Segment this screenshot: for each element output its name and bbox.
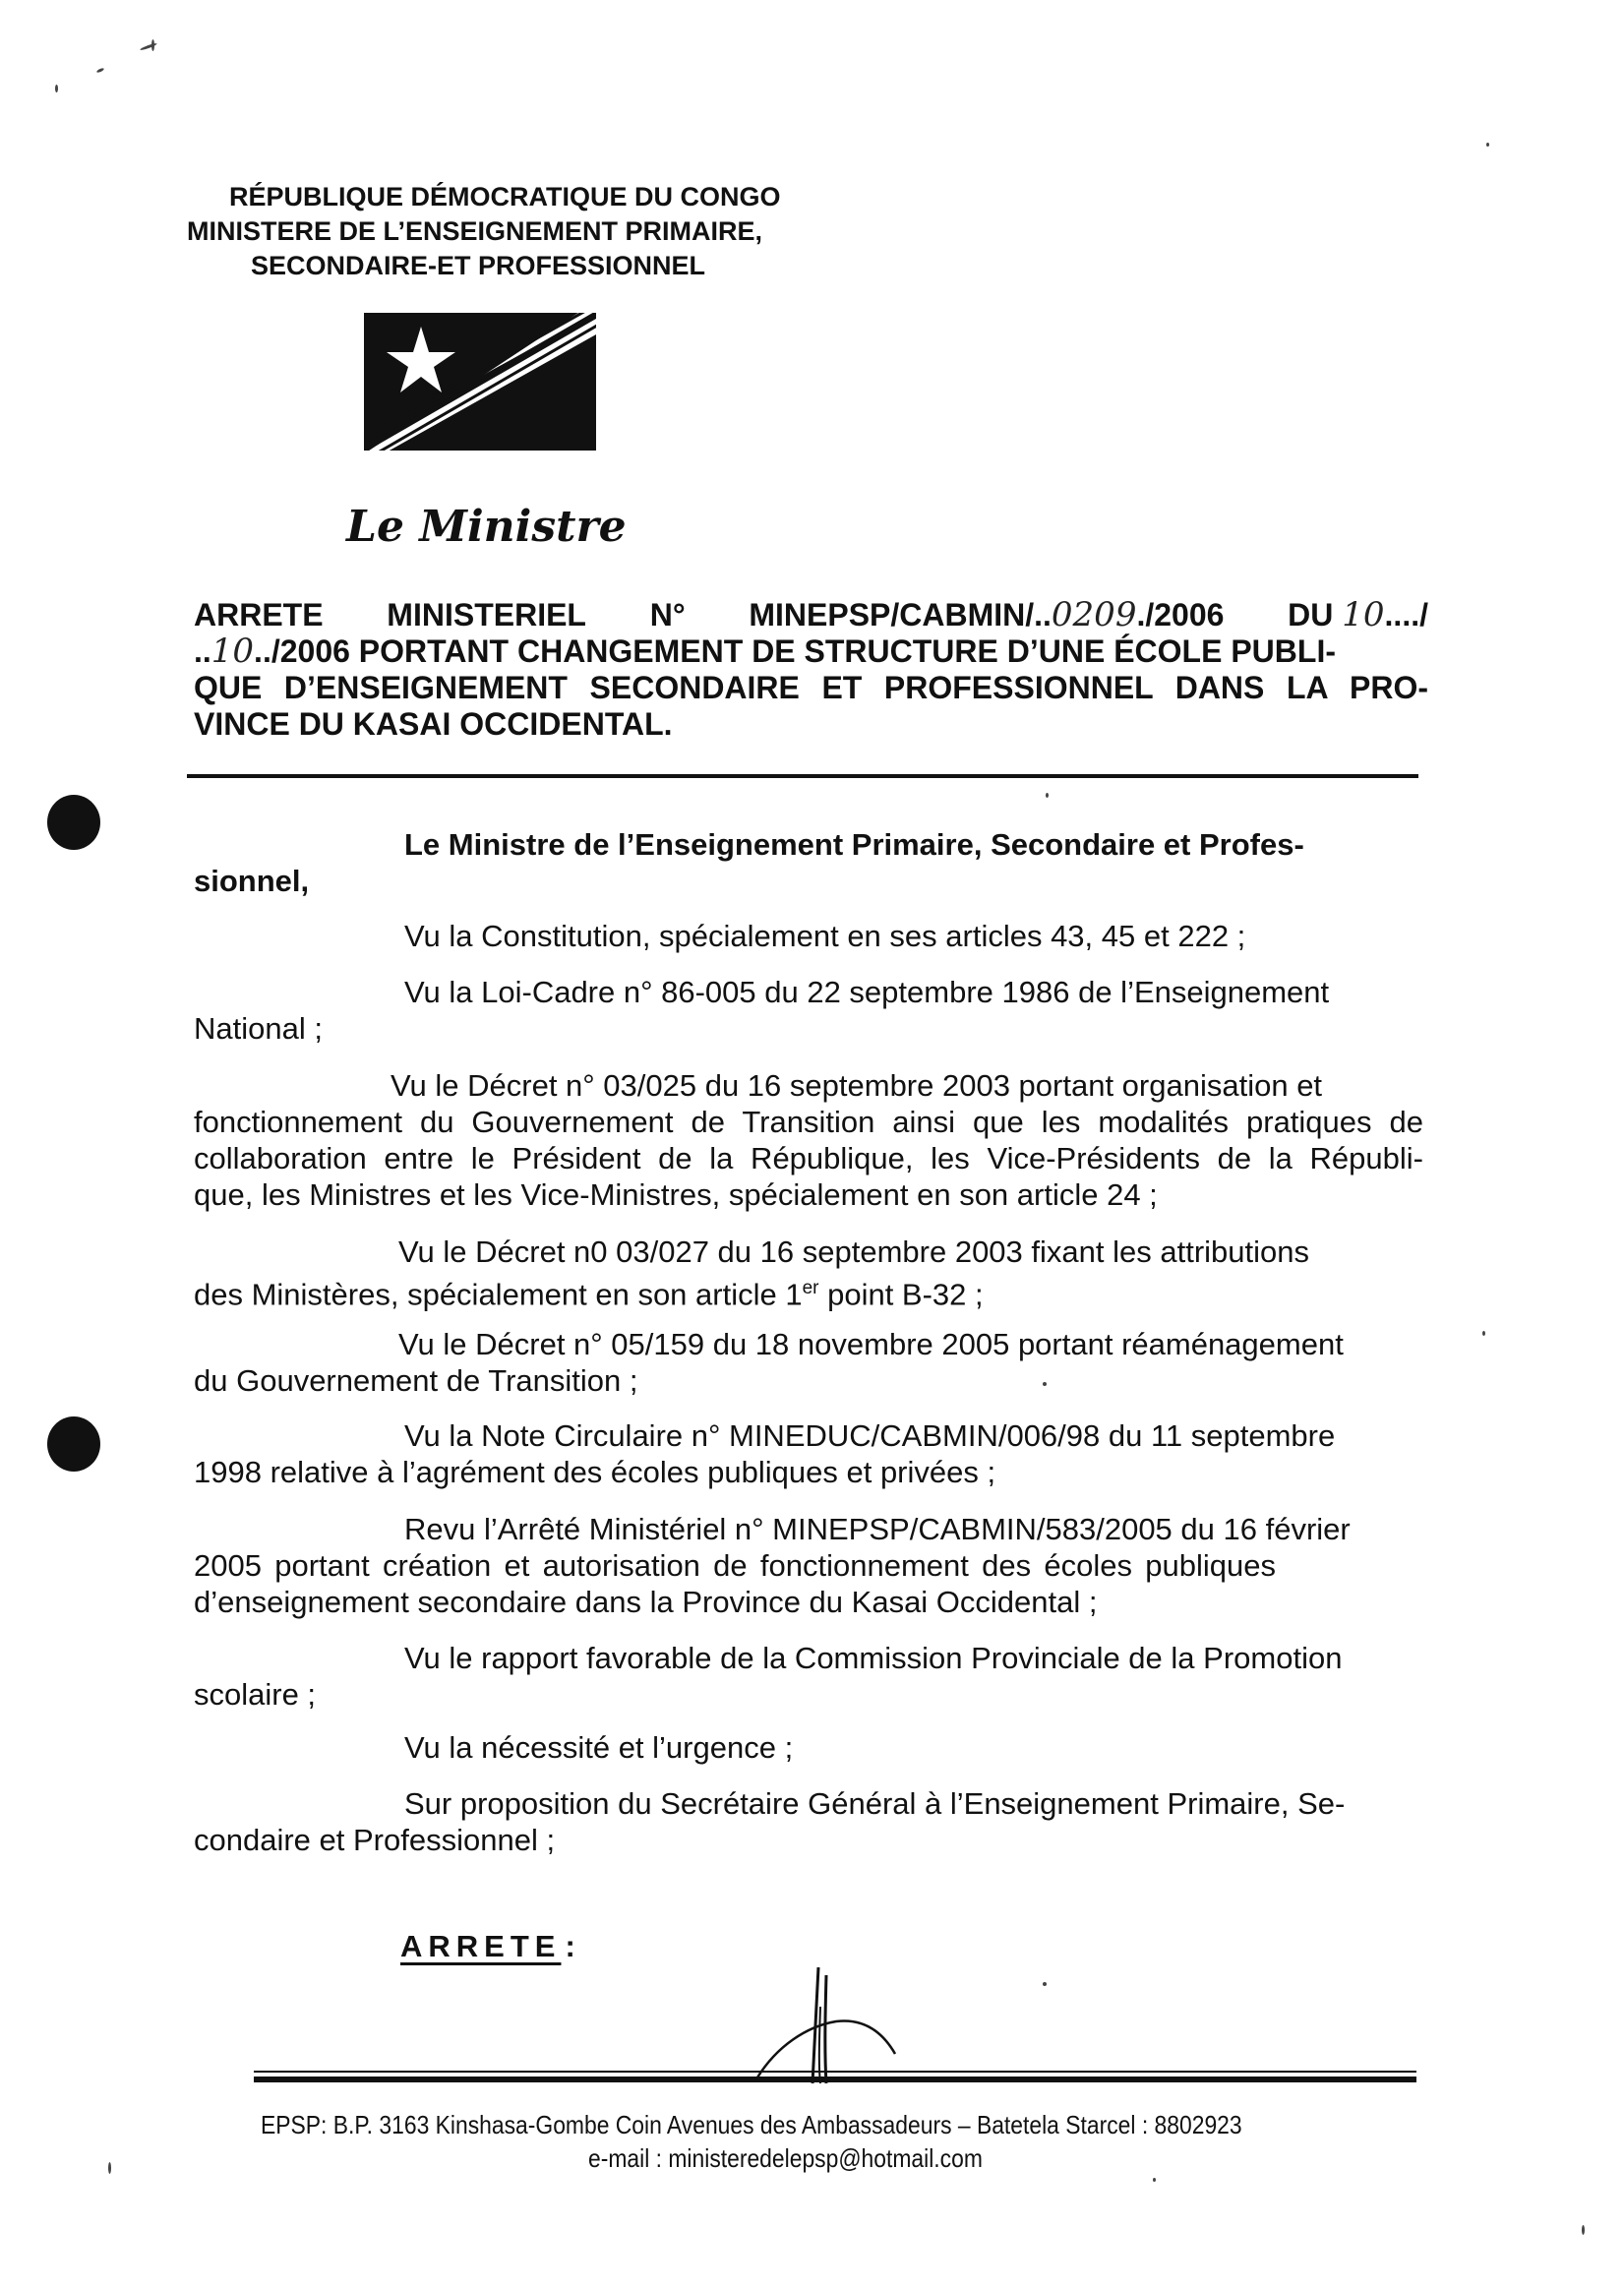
- revu-arrete-l2: 2005 portant création et autorisation de fonctionnement des écoles publiques: [194, 1548, 1276, 1583]
- scan-speck: [96, 67, 105, 73]
- visa-decret-027-text: des Ministères, spécialement en son article 1: [194, 1277, 803, 1312]
- header-ministry-2: SECONDAIRE-ET PROFESSIONNEL: [251, 251, 706, 280]
- arrete-heading-colon: :: [565, 1929, 575, 1963]
- scan-speck: [1046, 793, 1049, 798]
- scan-speck: [140, 42, 157, 51]
- footer-address: EPSP: B.P. 3163 Kinshasa-Gombe Coin Avenues des Ambassadeurs – Batetela Starcel : 8802923: [261, 2110, 1242, 2139]
- footer-email: e-mail : ministeredelepsp@hotmail.com: [588, 2143, 983, 2173]
- title-word: N°: [649, 597, 686, 632]
- handwritten-day: 10: [1342, 595, 1385, 634]
- title-reference: [749, 597, 1224, 633]
- visa-decret-025: Vu le Décret n° 03/025 du 16 septembre 2003 portant organisation et: [391, 1068, 1323, 1103]
- arrete-heading-text: ARRETE: [400, 1929, 562, 1963]
- title-line2-text: ../2006 PORTANT CHANGEMENT DE STRUCTURE D’UNE ÉCOLE PUBLI-: [254, 633, 1336, 669]
- title-date-dots: ..../: [1384, 597, 1428, 632]
- superscript-er: er: [802, 1278, 819, 1298]
- visa-decret-159: Vu le Décret n° 05/159 du 18 novembre 2005 portant réaménagement: [398, 1327, 1344, 1361]
- scan-speck: [1582, 2225, 1585, 2235]
- revu-arrete: Revu l’Arrêté Ministériel n° MINEPSP/CABMIN/583/2005 du 16 février: [404, 1512, 1351, 1546]
- visa-loi-cadre: Vu la Loi-Cadre n° 86-005 du 22 septembre 1986 de l’Enseignement: [404, 975, 1330, 1009]
- title-date: [1288, 597, 1428, 633]
- scan-speck: [108, 2162, 111, 2174]
- visa-decret-025-l3: collaboration entre le Président de la République, les Vice-Présidents de la Républi-: [194, 1141, 1423, 1175]
- title-word: ARRETE: [194, 597, 324, 632]
- visa-note-circulaire-l2: 1998 relative à l’agrément des écoles publiques et privées ;: [194, 1455, 996, 1489]
- visa-decret-025-l2: fonctionnement du Gouvernement de Transition ainsi que les modalités pratiques de: [194, 1105, 1423, 1139]
- visa-decret-159-l2: du Gouvernement de Transition ;: [194, 1363, 638, 1398]
- visa-loi-cadre-cont: National ;: [194, 1011, 323, 1046]
- visa-decret-027-point: point B-32 ;: [818, 1277, 984, 1312]
- arrete-heading: [400, 1928, 575, 1964]
- title-ref-suffix: ./2006: [1136, 597, 1225, 632]
- visa-note-circulaire: Vu la Note Circulaire n° MINEDUC/CABMIN/006/98 du 11 septembre: [404, 1418, 1336, 1453]
- title-rule: [187, 774, 1418, 778]
- visa-urgence: Vu la nécessité et l’urgence ;: [404, 1730, 794, 1765]
- visa-constitution: Vu la Constitution, spécialement en ses articles 43, 45 et 222 ;: [404, 919, 1246, 953]
- minister-title: Le Ministre: [346, 502, 627, 552]
- visa-rapport-l2: scolaire ;: [194, 1677, 317, 1712]
- proposition-l2: condaire et Professionnel ;: [194, 1823, 556, 1857]
- punch-hole: [47, 1416, 100, 1472]
- intro-line2: sionnel,: [194, 864, 310, 898]
- footer-rule-thin: [254, 2071, 1416, 2073]
- intro-line1: Le Ministre de l’Enseignement Primaire, Secondaire et Profes-: [404, 827, 1304, 862]
- punch-hole: [47, 795, 100, 850]
- arrete-title-line4: VINCE DU KASAI OCCIDENTAL.: [194, 706, 673, 742]
- scan-speck: [1482, 1331, 1485, 1336]
- scan-speck: [151, 39, 154, 51]
- drc-flag-icon: [364, 313, 596, 451]
- scan-speck: [1486, 143, 1489, 147]
- signature-initials-icon: [748, 1967, 905, 2085]
- visa-decret-027: Vu le Décret n0 03/027 du 16 septembre 2003 fixant les attributions: [398, 1234, 1309, 1269]
- proposition: Sur proposition du Secrétaire Général à l’Enseignement Primaire, Se-: [404, 1786, 1346, 1821]
- header-republic: RÉPUBLIQUE DÉMOCRATIQUE DU CONGO: [229, 182, 781, 211]
- revu-arrete-l3: d’enseignement secondaire dans la Province du Kasai Occidental ;: [194, 1585, 1098, 1619]
- visa-rapport: Vu le rapport favorable de la Commission Provinciale de la Promotion: [404, 1641, 1343, 1675]
- scan-speck: [1043, 1382, 1047, 1386]
- scan-speck: [55, 85, 58, 92]
- title-ref-prefix: MINEPSP/CABMIN/..: [749, 597, 1052, 632]
- visa-decret-025-l4: que, les Ministres et les Vice-Ministres, spécialement en son article 24 ;: [194, 1177, 1158, 1212]
- handwritten-month: 10: [211, 632, 255, 671]
- arrete-title-line1: [194, 597, 1428, 633]
- scan-speck: [1153, 2178, 1156, 2182]
- header-ministry: MINISTERE DE L’ENSEIGNEMENT PRIMAIRE,: [187, 216, 763, 246]
- arrete-title-line2: [194, 633, 1336, 670]
- title-du: DU: [1288, 597, 1334, 632]
- title-word: MINISTERIEL: [387, 597, 586, 632]
- visa-decret-027-l2: [194, 1270, 984, 1312]
- arrete-title-line3: QUE D’ENSEIGNEMENT SECONDAIRE ET PROFESSIONNEL DANS LA PRO-: [194, 670, 1428, 705]
- footer-rule-thick: [254, 2077, 1416, 2082]
- title-month-prefix: ..: [194, 633, 211, 669]
- handwritten-number: 0209: [1051, 595, 1137, 634]
- scan-speck: [1043, 1982, 1047, 1986]
